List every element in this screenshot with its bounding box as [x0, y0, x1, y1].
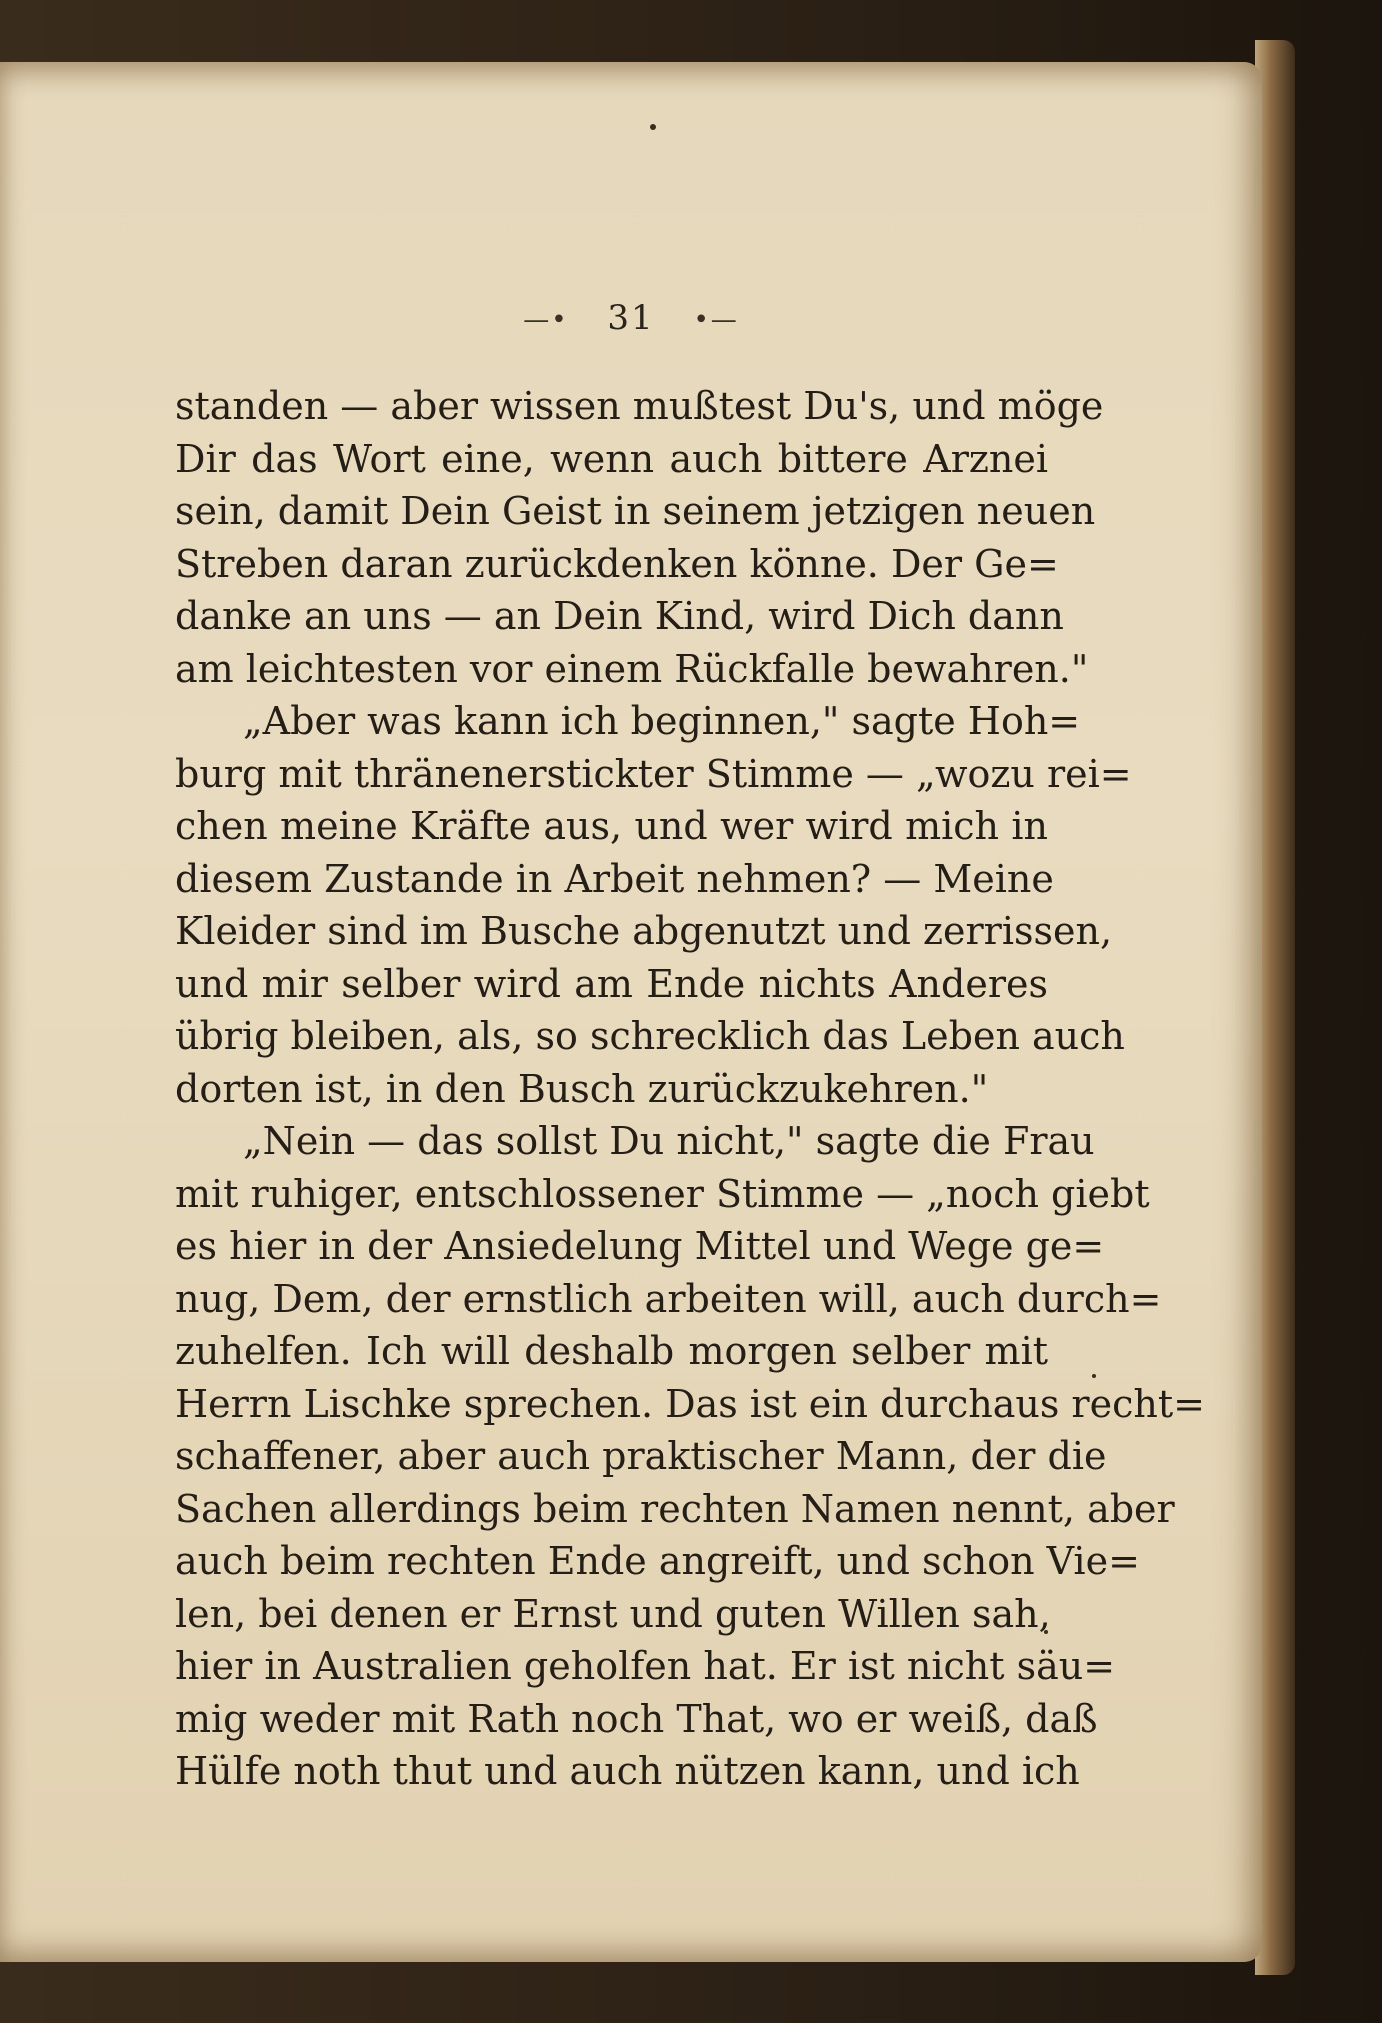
text-line: Herrn Lischke sprechen. Das ist ein durchaus recht=	[175, 1381, 1205, 1426]
text-line: „Aber was kann ich beginnen," sagte Hoh=	[243, 699, 1081, 743]
book-page	[0, 62, 1262, 1962]
text-line: Streben daran zurückdenken könne. Der Ge=	[175, 541, 1059, 586]
text-line: hier in Australien geholfen hat. Er ist nicht säu=	[175, 1644, 1116, 1688]
text-line: es hier in der Ansiedelung Mittel und Wege ge=	[175, 1224, 1105, 1268]
text-line: danke an uns — an Dein Kind, wird Dich dann	[175, 594, 1064, 638]
text-line: und mir selber wird am Ende nichts Anderes	[175, 961, 1048, 1006]
text-line: sein, damit Dein Geist in seinem jetzigen neuen	[175, 489, 1096, 533]
header-ornament-right: •—	[693, 305, 739, 335]
page-header	[0, 298, 1262, 338]
header-ornament-left: —•	[523, 305, 569, 335]
text-line: übrig bleiben, als, so schrecklich das Leben auch	[175, 1014, 1125, 1058]
text-line: len, bei denen er Ernst und guten Willen sah,	[175, 1591, 1051, 1636]
text-line: Hülfe noth thut und auch nützen kann, und ich	[175, 1749, 1080, 1793]
text-line: diesem Zustande in Arbeit nehmen? — Meine	[175, 856, 1054, 901]
text-line: auch beim rechten Ende angreift, und schon Vie=	[175, 1539, 1140, 1583]
page-number: 31	[607, 298, 655, 338]
text-line: nug, Dem, der ernstlich arbeiten will, auch durch=	[175, 1276, 1162, 1321]
text-line: zuhelfen. Ich will deshalb morgen selber mit	[175, 1329, 1048, 1373]
body-text	[175, 380, 1205, 1798]
text-line: „Nein — das sollst Du nicht," sagte die Frau	[243, 1119, 1095, 1163]
text-line: burg mit thränenerstickter Stimme — „wozu rei=	[175, 751, 1132, 796]
text-line: Dir das Wort eine, wenn auch bittere Arznei	[175, 436, 1048, 481]
paper-speck	[1092, 1374, 1096, 1378]
text-line: am leichtesten vor einem Rückfalle bewahren."	[175, 646, 1089, 691]
text-line: Kleider sind im Busche abgenutzt und zerrissen,	[175, 909, 1113, 953]
text-line: standen — aber wissen mußtest Du's, und möge	[175, 384, 1104, 428]
text-line: mig weder mit Rath noch That, wo er weiß, daß	[175, 1696, 1098, 1741]
text-line: schaffener, aber auch praktischer Mann, der die	[175, 1434, 1107, 1478]
text-line: Sachen allerdings beim rechten Namen nennt, aber	[175, 1486, 1175, 1531]
text-line: chen meine Kräfte aus, und wer wird mich in	[175, 804, 1048, 848]
text-line: mit ruhiger, entschlossener Stimme — „noch giebt	[175, 1171, 1150, 1216]
paper-speck	[650, 124, 656, 130]
text-line: dorten ist, in den Busch zurückzukehren."	[175, 1066, 989, 1111]
